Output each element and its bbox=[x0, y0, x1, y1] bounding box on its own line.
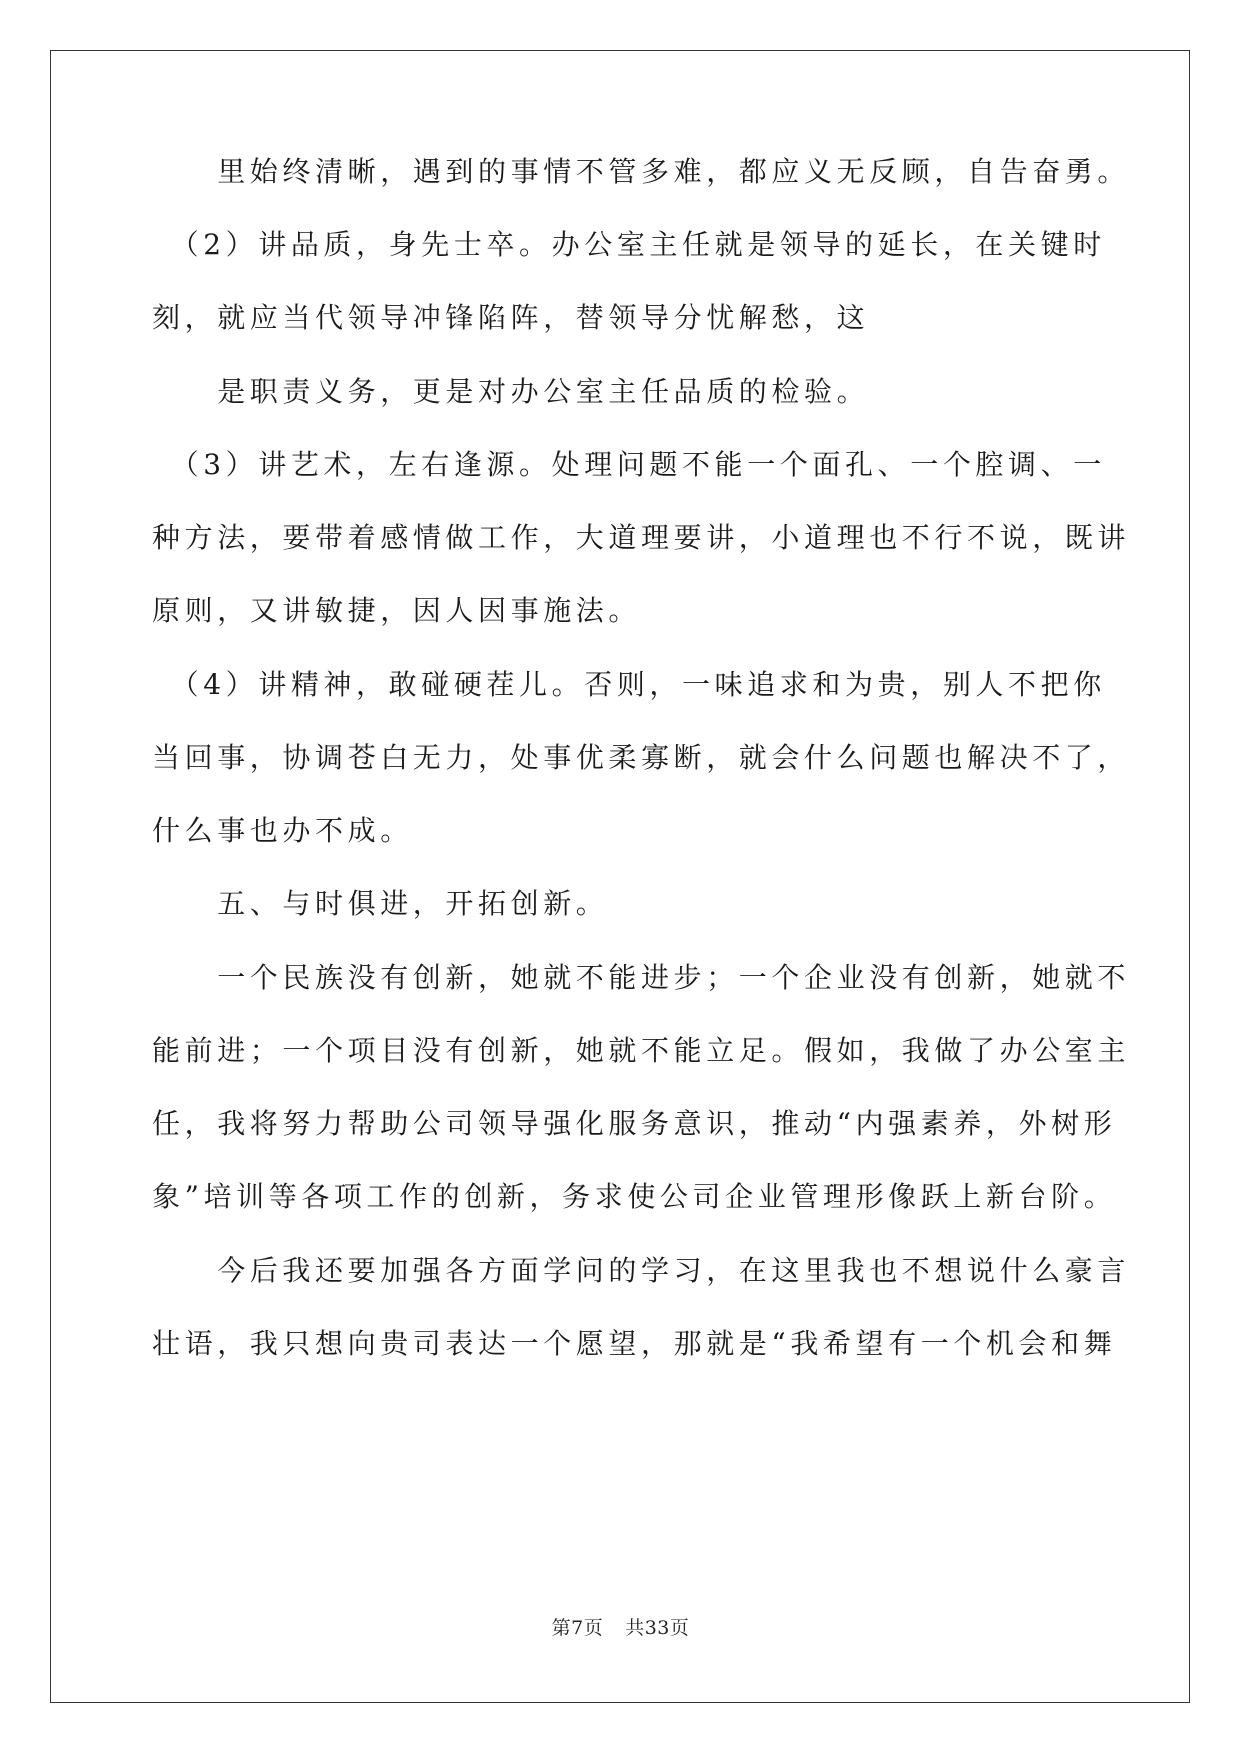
text-line: 能前进；一个项目没有创新，她就不能立足。假如，我做了办公室主 bbox=[152, 1034, 1131, 1067]
text-line: 里始终清晰，遇到的事情不管多难，都应义无反顾，自告奋勇。 bbox=[152, 155, 1131, 188]
text-line: 刻，就应当代领导冲锋陷阵，替领导分忧解愁，这 bbox=[152, 301, 870, 334]
text-line: 象”培训等各项工作的创新，务求使公司企业管理形像跃上新台阶。 bbox=[152, 1180, 1117, 1213]
text-line: 什么事也办不成。 bbox=[152, 814, 413, 847]
text-line: 今后我还要加强各方面学问的学习，在这里我也不想说什么豪言 bbox=[152, 1254, 1131, 1287]
text-line: （2）讲品质，身先士卒。办公室主任就是领导的延长，在关键时 bbox=[152, 228, 1106, 261]
text-line: 当回事，协调苍白无力，处事优柔寡断，就会什么问题也解决不了， bbox=[152, 741, 1131, 774]
text-line: 是职责义务，更是对办公室主任品质的检验。 bbox=[152, 375, 870, 408]
text-line: 种方法，要带着感情做工作，大道理要讲，小道理也不行不说，既讲 bbox=[152, 521, 1131, 554]
text-line: （3）讲艺术，左右逢源。处理问题不能一个面孔、一个腔调、一 bbox=[152, 448, 1106, 481]
text-line: （4）讲精神，敢碰硬茬儿。否则，一味追求和为贵，别人不把你 bbox=[152, 668, 1106, 701]
text-line: 壮语，我只想向贵司表达一个愿望，那就是“我希望有一个机会和舞 bbox=[152, 1327, 1117, 1360]
section-heading: 五、与时俱进，开拓创新。 bbox=[152, 887, 609, 920]
text-line: 一个民族没有创新，她就不能进步；一个企业没有创新，她就不 bbox=[152, 961, 1131, 994]
page-footer bbox=[0, 1613, 1241, 1640]
text-line: 任，我将努力帮助公司领导强化服务意识，推动“内强素养，外树形 bbox=[152, 1107, 1117, 1140]
text-line: 原则，又讲敏捷，因人因事施法。 bbox=[152, 594, 642, 627]
total-pages: 共33页 bbox=[625, 1617, 690, 1639]
page-number: 第7页 bbox=[551, 1617, 604, 1639]
